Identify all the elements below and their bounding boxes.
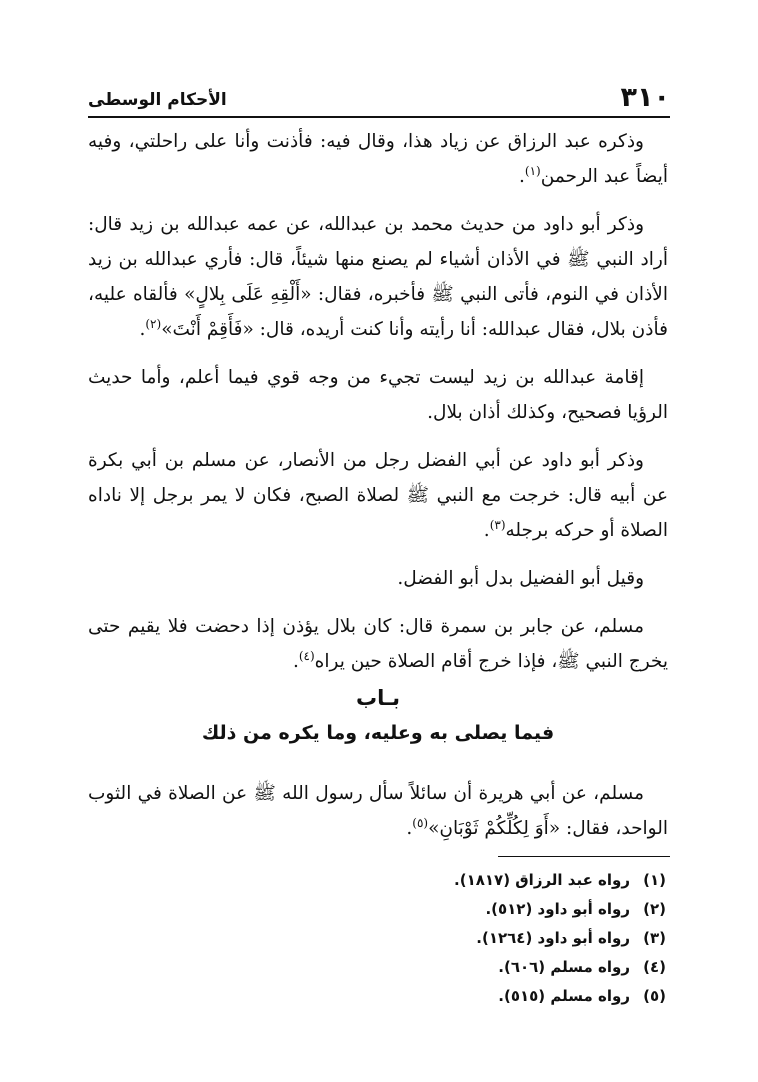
paragraph-text: إقامة عبدالله بن زيد ليست تجيء من وجه قوي فيما أعلم، وأما حديث الرؤيا فصحيح، وكذلك أذان بلال. (88, 367, 668, 423)
paragraph-text: وذكر أبو داود عن أبي الفضل رجل من الأنصار، عن مسلم بن أبي بكرة عن أبيه قال: خرجت مع النبي ﷺ لصلاة الصبح، فكان لا يمر برجل إلا ناداه الصلاة أو حركه برجله (88, 450, 668, 541)
footnote-marker: (٥) (412, 815, 429, 830)
running-title: الأحكام الوسطى (88, 90, 227, 110)
footnote-item (106, 895, 666, 924)
footnote-item (106, 866, 666, 895)
paragraph-end: . (139, 319, 146, 340)
paragraph-text: وذكره عبد الرزاق عن زياد هذا، وقال فيه: فأذنت وأنا على راحلتي، وفيه أيضاً عبد الرحمن (88, 131, 668, 187)
footnote-marker: (٤) (298, 648, 315, 663)
footnote-separator (498, 856, 670, 857)
footnote-text: رواه عبد الرزاق (١٨١٧). (454, 871, 630, 889)
footnote-number: (١) (643, 871, 666, 889)
footnote-text: رواه أبو داود (١٢٦٤). (476, 929, 630, 947)
paragraph (88, 207, 668, 347)
footnote-text: رواه مسلم (٥١٥). (498, 987, 630, 1005)
chapter-title: فيما يصلى به وعليه، وما يكره من ذلك (201, 722, 555, 744)
paragraph (88, 124, 668, 194)
paragraph-text: مسلم، عن أبي هريرة أن سائلاً سأل رسول الله ﷺ عن الصلاة في الثوب الواحد، فقال: «أَوَ لِكُلِّكُمْ ثَوْبَانِ» (88, 783, 668, 839)
footnote-number: (٣) (643, 929, 666, 947)
footnote-item (106, 924, 666, 953)
paragraph (88, 609, 668, 679)
paragraph-end: . (483, 520, 490, 541)
footnote-number: (٤) (643, 958, 666, 976)
paragraph (88, 776, 668, 846)
chapter-label: بـاب (355, 686, 401, 710)
paragraph (88, 360, 668, 430)
paragraph-text: وذكر أبو داود من حديث محمد بن عبدالله، عن عمه عبدالله بن زيد قال: أراد النبي ﷺ في الأذان أشياء لم يصنع منها شيئاً، قال: فأري عبدالله بن زيد الأذان في النوم، فأتى النبي ﷺ فأخبره، فقال: «أَلْقِهِ عَلَى بِلالٍ» فألقاه عليه، فأذن بلال، فقال عبدالله: أنا رأيته وأنا كنت أريده، قال: «فَأَقِمْ أَنْتَ» (88, 214, 668, 340)
paragraph (88, 561, 668, 596)
footnote-marker: (١) (524, 163, 541, 178)
paragraph-end: . (519, 166, 525, 187)
footnote-marker: (٢) (145, 316, 162, 331)
page-header (88, 80, 670, 118)
paragraph-text: مسلم، عن جابر بن سمرة قال: كان بلال يؤذن إذا دحضت فلا يقيم حتى يخرج النبي ﷺ، فإذا خرج أقام الصلاة حين يراه (88, 616, 668, 672)
footnote-text: رواه مسلم (٦٠٦). (498, 958, 630, 976)
footnote-number: (٢) (643, 900, 666, 918)
footnote-item (106, 953, 666, 982)
paragraph-text: وقيل أبو الفضيل بدل أبو الفضل. (397, 568, 644, 589)
footnotes (106, 866, 666, 1011)
paragraph-end: . (406, 818, 413, 839)
footnote-number: (٥) (643, 987, 666, 1005)
page-number: ٣١٠ (620, 82, 670, 113)
footnote-text: رواه أبو داود (٥١٢). (485, 900, 630, 918)
main-text (88, 124, 668, 692)
paragraph-end: . (292, 651, 299, 672)
chapter-text (88, 776, 668, 859)
chapter-heading (88, 680, 668, 750)
footnote-item (106, 982, 666, 1011)
paragraph (88, 443, 668, 548)
footnote-marker: (٣) (489, 517, 506, 532)
